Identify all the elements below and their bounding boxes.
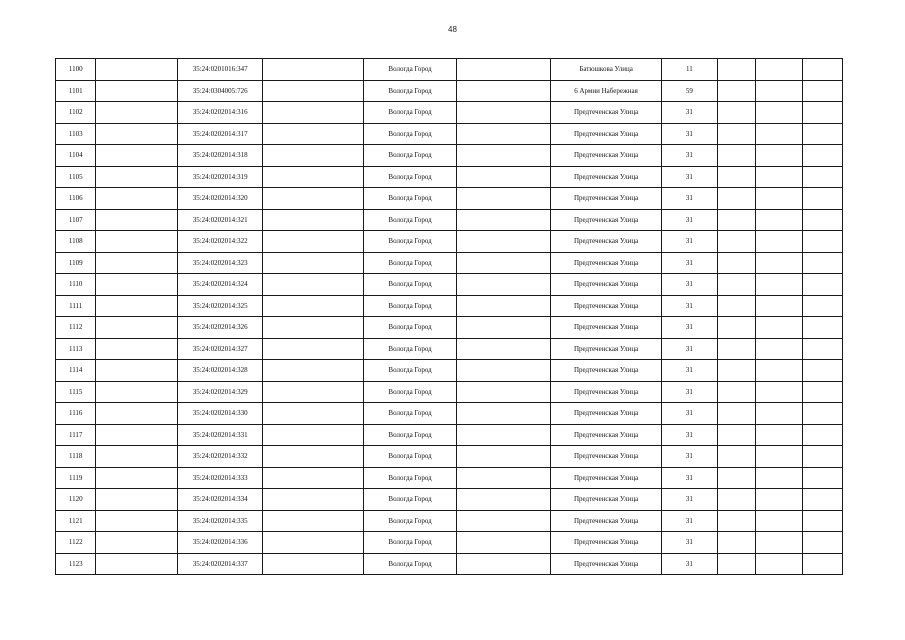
empty-cell (717, 145, 755, 167)
table-row (56, 209, 843, 231)
table-row (56, 166, 843, 188)
city-cell: Вологда Город (364, 467, 457, 489)
city-cell: Вологда Город (364, 274, 457, 296)
house-number-cell: 31 (662, 532, 718, 554)
empty-cell (96, 424, 178, 446)
cadastral-number-cell: 35:24:0202014:320 (178, 188, 263, 210)
empty-cell (263, 510, 364, 532)
row-number-cell: 1107 (56, 209, 96, 231)
row-number-cell: 1111 (56, 295, 96, 317)
table-row (56, 102, 843, 124)
empty-cell (802, 102, 842, 124)
empty-cell (263, 317, 364, 339)
empty-cell (263, 360, 364, 382)
cadastral-number-cell: 35:24:0202014:316 (178, 102, 263, 124)
cadastral-number-cell: 35:24:0202014:319 (178, 166, 263, 188)
empty-cell (96, 209, 178, 231)
empty-cell (96, 338, 178, 360)
city-cell: Вологда Город (364, 424, 457, 446)
empty-cell (457, 59, 551, 81)
empty-cell (717, 381, 755, 403)
street-cell: Предтеченская Улица (551, 381, 662, 403)
city-cell: Вологда Город (364, 532, 457, 554)
empty-cell (96, 317, 178, 339)
empty-cell (457, 403, 551, 425)
empty-cell (96, 295, 178, 317)
house-number-cell: 31 (662, 295, 718, 317)
empty-cell (802, 446, 842, 468)
empty-cell (717, 252, 755, 274)
empty-cell (802, 360, 842, 382)
cadastral-number-cell: 35:24:0202014:330 (178, 403, 263, 425)
empty-cell (457, 80, 551, 102)
empty-cell (717, 188, 755, 210)
cadastral-number-cell: 35:24:0202014:321 (178, 209, 263, 231)
street-cell: Предтеченская Улица (551, 274, 662, 296)
empty-cell (756, 102, 802, 124)
cadastral-number-cell: 35:24:0202014:317 (178, 123, 263, 145)
empty-cell (802, 80, 842, 102)
row-number-cell: 1109 (56, 252, 96, 274)
cadastral-number-cell: 35:24:0202014:327 (178, 338, 263, 360)
table-row (56, 446, 843, 468)
house-number-cell: 31 (662, 360, 718, 382)
city-cell: Вологда Город (364, 446, 457, 468)
empty-cell (717, 446, 755, 468)
row-number-cell: 1100 (56, 59, 96, 81)
empty-cell (802, 231, 842, 253)
empty-cell (756, 252, 802, 274)
table-row (56, 424, 843, 446)
empty-cell (717, 317, 755, 339)
empty-cell (756, 274, 802, 296)
empty-cell (756, 80, 802, 102)
empty-cell (457, 209, 551, 231)
empty-cell (756, 209, 802, 231)
city-cell: Вологда Город (364, 381, 457, 403)
empty-cell (717, 80, 755, 102)
empty-cell (263, 252, 364, 274)
city-cell: Вологда Город (364, 317, 457, 339)
empty-cell (96, 489, 178, 511)
empty-cell (756, 424, 802, 446)
city-cell: Вологда Город (364, 166, 457, 188)
empty-cell (263, 532, 364, 554)
empty-cell (457, 102, 551, 124)
house-number-cell: 31 (662, 166, 718, 188)
row-number-cell: 1114 (56, 360, 96, 382)
row-number-cell: 1119 (56, 467, 96, 489)
street-cell: 6 Армии Набережная (551, 80, 662, 102)
empty-cell (263, 188, 364, 210)
empty-cell (717, 295, 755, 317)
cadastral-number-cell: 35:24:0202014:332 (178, 446, 263, 468)
house-number-cell: 31 (662, 252, 718, 274)
empty-cell (717, 403, 755, 425)
empty-cell (756, 188, 802, 210)
row-number-cell: 1115 (56, 381, 96, 403)
empty-cell (457, 317, 551, 339)
house-number-cell: 59 (662, 80, 718, 102)
house-number-cell: 31 (662, 489, 718, 511)
street-cell: Предтеченская Улица (551, 295, 662, 317)
empty-cell (457, 231, 551, 253)
empty-cell (802, 123, 842, 145)
city-cell: Вологда Город (364, 188, 457, 210)
registry-table (55, 58, 843, 575)
empty-cell (457, 188, 551, 210)
empty-cell (756, 510, 802, 532)
empty-cell (263, 59, 364, 81)
row-number-cell: 1121 (56, 510, 96, 532)
empty-cell (802, 381, 842, 403)
page-number: 48 (448, 25, 457, 34)
empty-cell (263, 123, 364, 145)
empty-cell (802, 209, 842, 231)
empty-cell (96, 188, 178, 210)
cadastral-number-cell: 35:24:0202014:335 (178, 510, 263, 532)
empty-cell (263, 145, 364, 167)
cadastral-number-cell: 35:24:0202014:324 (178, 274, 263, 296)
table-row (56, 338, 843, 360)
row-number-cell: 1101 (56, 80, 96, 102)
empty-cell (756, 231, 802, 253)
row-number-cell: 1108 (56, 231, 96, 253)
table-row (56, 489, 843, 511)
city-cell: Вологда Город (364, 510, 457, 532)
cadastral-number-cell: 35:24:0304005:726 (178, 80, 263, 102)
empty-cell (802, 532, 842, 554)
cadastral-number-cell: 35:24:0202014:331 (178, 424, 263, 446)
empty-cell (96, 360, 178, 382)
cadastral-number-cell: 35:24:0202014:334 (178, 489, 263, 511)
empty-cell (756, 317, 802, 339)
empty-cell (263, 446, 364, 468)
empty-cell (756, 123, 802, 145)
empty-cell (717, 338, 755, 360)
city-cell: Вологда Город (364, 489, 457, 511)
empty-cell (457, 360, 551, 382)
table-row (56, 80, 843, 102)
empty-cell (802, 145, 842, 167)
empty-cell (717, 467, 755, 489)
empty-cell (263, 553, 364, 575)
empty-cell (756, 59, 802, 81)
empty-cell (802, 510, 842, 532)
empty-cell (457, 532, 551, 554)
street-cell: Предтеченская Улица (551, 145, 662, 167)
empty-cell (96, 145, 178, 167)
city-cell: Вологда Город (364, 59, 457, 81)
empty-cell (263, 403, 364, 425)
empty-cell (263, 274, 364, 296)
empty-cell (96, 532, 178, 554)
table-row (56, 231, 843, 253)
empty-cell (717, 102, 755, 124)
empty-cell (263, 424, 364, 446)
empty-cell (802, 467, 842, 489)
street-cell: Предтеченская Улица (551, 317, 662, 339)
house-number-cell: 31 (662, 231, 718, 253)
empty-cell (96, 59, 178, 81)
empty-cell (756, 489, 802, 511)
empty-cell (457, 446, 551, 468)
city-cell: Вологда Город (364, 145, 457, 167)
street-cell: Предтеченская Улица (551, 209, 662, 231)
row-number-cell: 1117 (56, 424, 96, 446)
empty-cell (717, 424, 755, 446)
house-number-cell: 31 (662, 317, 718, 339)
city-cell: Вологда Город (364, 252, 457, 274)
city-cell: Вологда Город (364, 231, 457, 253)
empty-cell (96, 102, 178, 124)
city-cell: Вологда Город (364, 102, 457, 124)
row-number-cell: 1113 (56, 338, 96, 360)
empty-cell (96, 446, 178, 468)
empty-cell (717, 532, 755, 554)
empty-cell (263, 166, 364, 188)
table-row (56, 403, 843, 425)
empty-cell (802, 489, 842, 511)
street-cell: Предтеченская Улица (551, 123, 662, 145)
house-number-cell: 31 (662, 424, 718, 446)
empty-cell (263, 489, 364, 511)
empty-cell (717, 553, 755, 575)
cadastral-number-cell: 35:24:0202014:337 (178, 553, 263, 575)
empty-cell (802, 252, 842, 274)
street-cell: Предтеченская Улица (551, 510, 662, 532)
city-cell: Вологда Город (364, 403, 457, 425)
street-cell: Предтеченская Улица (551, 166, 662, 188)
table-row (56, 274, 843, 296)
empty-cell (263, 209, 364, 231)
empty-cell (756, 166, 802, 188)
cadastral-number-cell: 35:24:0202014:329 (178, 381, 263, 403)
empty-cell (756, 532, 802, 554)
empty-cell (756, 467, 802, 489)
empty-cell (96, 274, 178, 296)
street-cell: Предтеченская Улица (551, 467, 662, 489)
cadastral-number-cell: 35:24:0201016:347 (178, 59, 263, 81)
empty-cell (96, 553, 178, 575)
table-row (56, 317, 843, 339)
table-row (56, 360, 843, 382)
house-number-cell: 31 (662, 209, 718, 231)
empty-cell (802, 59, 842, 81)
cadastral-number-cell: 35:24:0202014:328 (178, 360, 263, 382)
empty-cell (802, 166, 842, 188)
street-cell: Предтеченская Улица (551, 424, 662, 446)
registry-body (56, 59, 843, 575)
house-number-cell: 31 (662, 188, 718, 210)
empty-cell (263, 80, 364, 102)
empty-cell (96, 123, 178, 145)
empty-cell (96, 231, 178, 253)
street-cell: Предтеченская Улица (551, 532, 662, 554)
street-cell: Предтеченская Улица (551, 403, 662, 425)
empty-cell (96, 381, 178, 403)
table-row (56, 123, 843, 145)
empty-cell (457, 424, 551, 446)
empty-cell (457, 510, 551, 532)
empty-cell (717, 166, 755, 188)
row-number-cell: 1118 (56, 446, 96, 468)
empty-cell (717, 59, 755, 81)
street-cell: Предтеченская Улица (551, 102, 662, 124)
row-number-cell: 1106 (56, 188, 96, 210)
row-number-cell: 1112 (56, 317, 96, 339)
empty-cell (457, 381, 551, 403)
house-number-cell: 11 (662, 59, 718, 81)
table-row (56, 467, 843, 489)
empty-cell (263, 102, 364, 124)
empty-cell (802, 274, 842, 296)
street-cell: Предтеченская Улица (551, 489, 662, 511)
street-cell: Предтеченская Улица (551, 188, 662, 210)
empty-cell (802, 338, 842, 360)
empty-cell (263, 295, 364, 317)
empty-cell (263, 467, 364, 489)
empty-cell (457, 489, 551, 511)
row-number-cell: 1120 (56, 489, 96, 511)
empty-cell (457, 274, 551, 296)
table-row (56, 145, 843, 167)
empty-cell (756, 145, 802, 167)
empty-cell (717, 510, 755, 532)
house-number-cell: 31 (662, 338, 718, 360)
street-cell: Предтеченская Улица (551, 338, 662, 360)
table-row (56, 510, 843, 532)
cadastral-number-cell: 35:24:0202014:323 (178, 252, 263, 274)
empty-cell (457, 338, 551, 360)
street-cell: Предтеченская Улица (551, 446, 662, 468)
empty-cell (263, 231, 364, 253)
street-cell: Предтеченская Улица (551, 252, 662, 274)
empty-cell (802, 403, 842, 425)
cadastral-number-cell: 35:24:0202014:318 (178, 145, 263, 167)
row-number-cell: 1105 (56, 166, 96, 188)
table-row (56, 188, 843, 210)
empty-cell (802, 553, 842, 575)
city-cell: Вологда Город (364, 209, 457, 231)
empty-cell (756, 553, 802, 575)
row-number-cell: 1116 (56, 403, 96, 425)
row-number-cell: 1103 (56, 123, 96, 145)
empty-cell (756, 360, 802, 382)
table-row (56, 252, 843, 274)
empty-cell (717, 231, 755, 253)
empty-cell (263, 338, 364, 360)
empty-cell (802, 295, 842, 317)
city-cell: Вологда Город (364, 295, 457, 317)
cadastral-number-cell: 35:24:0202014:322 (178, 231, 263, 253)
city-cell: Вологда Город (364, 553, 457, 575)
empty-cell (802, 424, 842, 446)
house-number-cell: 31 (662, 446, 718, 468)
table-row (56, 295, 843, 317)
city-cell: Вологда Город (364, 360, 457, 382)
empty-cell (802, 317, 842, 339)
cadastral-number-cell: 35:24:0202014:333 (178, 467, 263, 489)
street-cell: Предтеченская Улица (551, 553, 662, 575)
empty-cell (96, 403, 178, 425)
house-number-cell: 31 (662, 553, 718, 575)
cadastral-number-cell: 35:24:0202014:336 (178, 532, 263, 554)
street-cell: Предтеченская Улица (551, 231, 662, 253)
empty-cell (717, 274, 755, 296)
street-cell: Предтеченская Улица (551, 360, 662, 382)
empty-cell (263, 381, 364, 403)
empty-cell (96, 80, 178, 102)
row-number-cell: 1123 (56, 553, 96, 575)
city-cell: Вологда Город (364, 80, 457, 102)
empty-cell (756, 338, 802, 360)
empty-cell (802, 188, 842, 210)
street-cell: Батюшкова Улица (551, 59, 662, 81)
table-row (56, 381, 843, 403)
house-number-cell: 31 (662, 123, 718, 145)
empty-cell (457, 166, 551, 188)
empty-cell (457, 252, 551, 274)
empty-cell (717, 360, 755, 382)
house-number-cell: 31 (662, 102, 718, 124)
house-number-cell: 31 (662, 403, 718, 425)
empty-cell (756, 295, 802, 317)
table-row (56, 553, 843, 575)
row-number-cell: 1102 (56, 102, 96, 124)
empty-cell (457, 145, 551, 167)
house-number-cell: 31 (662, 381, 718, 403)
empty-cell (756, 446, 802, 468)
empty-cell (457, 123, 551, 145)
cadastral-number-cell: 35:24:0202014:326 (178, 317, 263, 339)
empty-cell (756, 381, 802, 403)
house-number-cell: 31 (662, 467, 718, 489)
empty-cell (457, 467, 551, 489)
house-number-cell: 31 (662, 510, 718, 532)
empty-cell (96, 467, 178, 489)
cadastral-number-cell: 35:24:0202014:325 (178, 295, 263, 317)
row-number-cell: 1122 (56, 532, 96, 554)
row-number-cell: 1110 (56, 274, 96, 296)
empty-cell (756, 403, 802, 425)
city-cell: Вологда Город (364, 338, 457, 360)
house-number-cell: 31 (662, 274, 718, 296)
empty-cell (96, 166, 178, 188)
house-number-cell: 31 (662, 145, 718, 167)
empty-cell (717, 489, 755, 511)
empty-cell (717, 209, 755, 231)
table-row (56, 532, 843, 554)
empty-cell (717, 123, 755, 145)
table-row (56, 59, 843, 81)
empty-cell (457, 295, 551, 317)
empty-cell (96, 252, 178, 274)
row-number-cell: 1104 (56, 145, 96, 167)
empty-cell (457, 553, 551, 575)
city-cell: Вологда Город (364, 123, 457, 145)
empty-cell (96, 510, 178, 532)
